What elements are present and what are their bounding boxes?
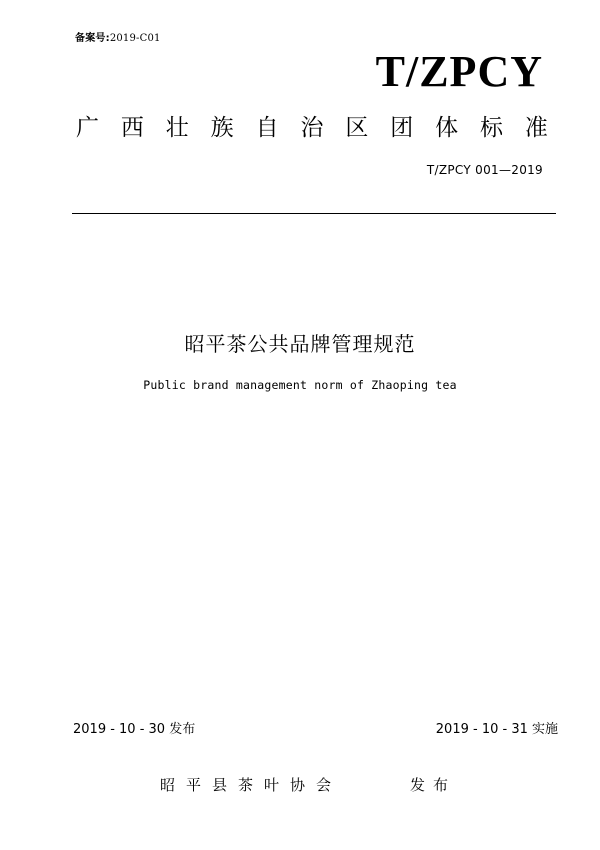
record-number — [75, 29, 161, 44]
category-char: 区 — [345, 115, 369, 141]
category-char: 族 — [210, 115, 234, 141]
category-char: 治 — [300, 115, 324, 141]
category-char: 壮 — [165, 115, 189, 141]
header-divider — [72, 213, 556, 214]
document-title-chinese: 昭平茶公共品牌管理规范 — [184, 332, 416, 356]
standard-number: T/ZPCY 001—2019 — [426, 163, 543, 177]
category-char: 广 — [76, 115, 99, 141]
implementation-date: 2019 - 10 - 31 实施 — [435, 722, 558, 737]
record-number-value: 2019-C01 — [109, 33, 161, 44]
category-char: 准 — [524, 115, 548, 141]
category-char: 标 — [480, 115, 504, 141]
category-char: 体 — [435, 115, 459, 141]
document-title-english: Public brand management norm of Zhaoping tea — [143, 378, 457, 392]
standard-code-mark: T/ZPCY — [375, 47, 543, 96]
issue-date: 2019 - 10 - 30 发布 — [73, 722, 196, 737]
category-char: 西 — [120, 115, 144, 141]
category-char: 自 — [255, 115, 279, 141]
issuing-organization: 昭平县茶叶协会 — [160, 776, 343, 794]
record-number-label: 备案号: — [75, 33, 110, 44]
category-char: 团 — [390, 115, 414, 141]
issuing-action: 发布 — [410, 776, 457, 794]
standard-category — [76, 117, 548, 140]
